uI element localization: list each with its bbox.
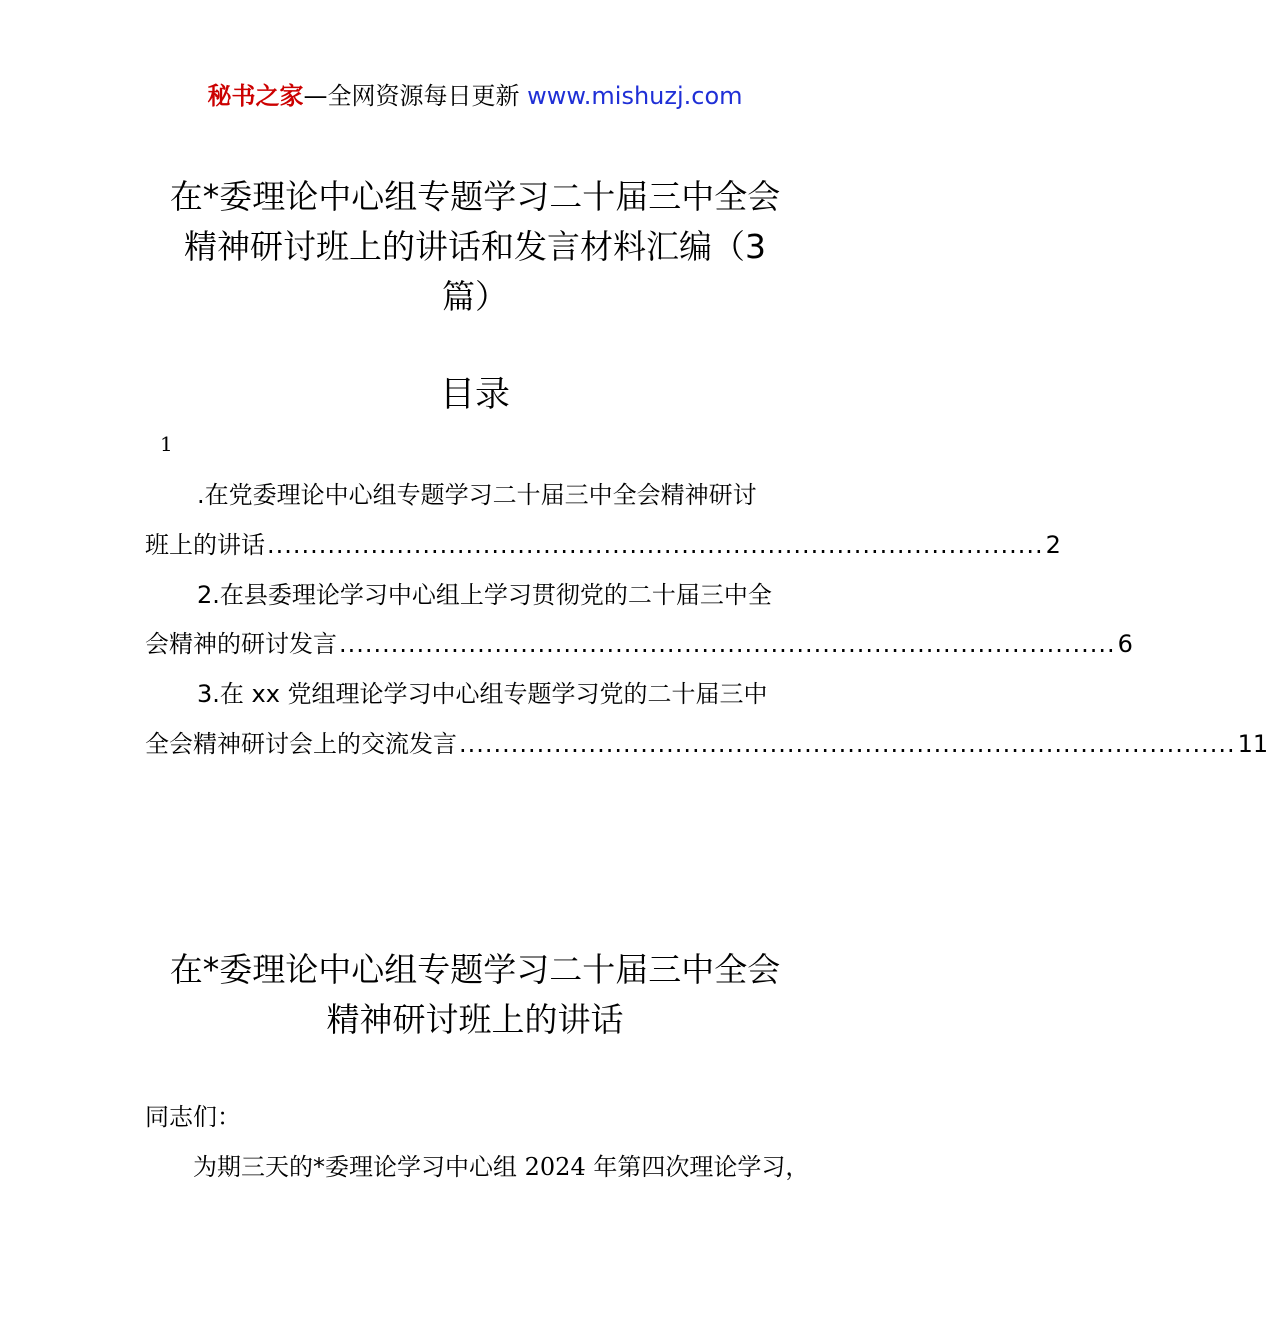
toc-leader-dots: ..........................................................................................	[459, 730, 1236, 758]
toc-entry-2-line-1[interactable]: 2.在县委理论学习中心组上学习贯彻党的二十届三中全	[197, 581, 772, 609]
section-title-line-2: 精神研讨班上的讲话	[326, 1000, 624, 1039]
toc-entry-3-text: 全会精神研讨会上的交流发言	[145, 730, 457, 758]
title-line-1: 在*委理论中心组专题学习二十届三中全会	[169, 177, 781, 216]
brand-name: 秘书之家	[207, 82, 304, 110]
body-paragraph-1	[193, 1150, 809, 1184]
title-line-3: 篇）	[442, 277, 508, 316]
title-line-2: 精神研讨班上的讲话和发言材料汇编（3	[184, 227, 766, 266]
toc-entry-1-line-2[interactable]	[145, 528, 1061, 562]
toc-entry-2-text: 会精神的研讨发言	[145, 630, 337, 658]
paragraph-text-a: 为期三天的*委理论学习中心组	[193, 1153, 525, 1181]
paragraph-year: 2024	[524, 1153, 586, 1181]
section-title	[130, 945, 820, 1045]
section-title-line-1: 在*委理论中心组专题学习二十届三中全会	[169, 950, 781, 989]
toc-entry-3-page: 11	[1237, 730, 1268, 758]
paragraph-text-b: 年第四次理论学习，	[585, 1153, 810, 1181]
site-url-link[interactable]: www.mishuzj.com	[527, 82, 743, 110]
toc-entry-1-text: 班上的讲话	[145, 531, 265, 559]
toc-entry-2-page: 6	[1117, 630, 1133, 658]
toc-leader-dots: ..........................................................................................	[267, 531, 1044, 559]
toc-first-number: 1	[160, 432, 173, 456]
tagline: —全网资源每日更新	[303, 82, 528, 110]
toc-entry-2-line-2[interactable]	[145, 627, 1133, 661]
toc-entry-3-line-2[interactable]	[145, 727, 1268, 761]
toc-leader-dots: ..........................................................................................	[339, 630, 1116, 658]
document-title	[130, 172, 820, 322]
toc-entry-3-line-1[interactable]: 3.在 xx 党组理论学习中心组专题学习党的二十届三中	[197, 680, 768, 708]
toc-heading: 目录	[439, 375, 510, 415]
salutation: 同志们：	[145, 1103, 241, 1131]
toc-entry-1-line-1[interactable]: .在党委理论中心组专题学习二十届三中全会精神研讨	[197, 481, 757, 509]
site-header	[0, 80, 950, 112]
toc-entry-1-page: 2	[1045, 531, 1061, 559]
